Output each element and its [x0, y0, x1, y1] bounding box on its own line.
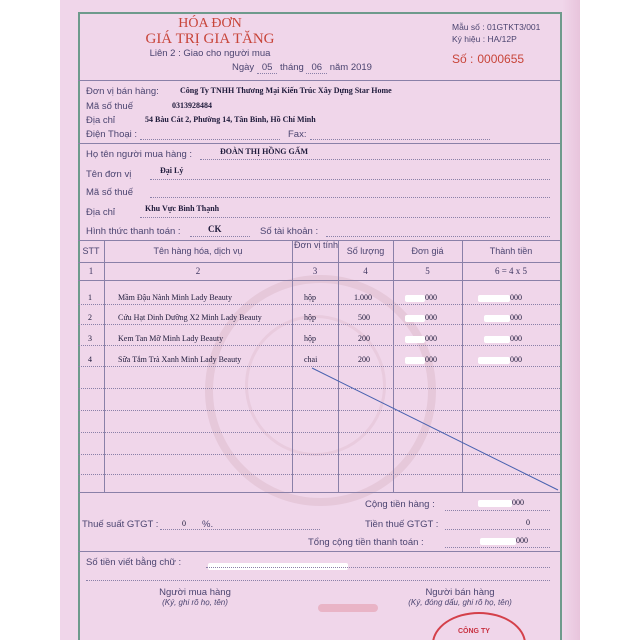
seller-phone-label: Điện Thoại : — [86, 129, 138, 140]
col-number: 4 — [363, 266, 368, 276]
row-stt: 2 — [88, 313, 92, 322]
row-unit: chai — [304, 355, 318, 364]
invoice-date: Ngày 05 tháng 06 năm 2019 — [232, 62, 372, 73]
vat-rate-value: 0 — [182, 519, 186, 528]
row-unit: hộp — [304, 313, 316, 322]
invoice-sheet — [60, 0, 580, 640]
buyer-payment-value: CK — [208, 224, 222, 234]
col-number: 1 — [88, 266, 94, 276]
col-number: 5 — [425, 266, 430, 276]
col-header-name: Tên hàng hóa, dịch vụ — [153, 246, 243, 256]
buyer-unit-label: Tên đơn vị — [86, 169, 132, 180]
grand-total-label: Tổng cộng tiền thanh toán : — [308, 537, 424, 548]
row-price: 000 — [405, 334, 437, 343]
copy-label: Liên 2 : Giao cho người mua — [149, 48, 271, 59]
row-price: 000 — [405, 355, 437, 364]
company-stamp: CÔNG TY — [432, 612, 526, 640]
row-amount: 000 — [478, 293, 522, 302]
seller-unit-label: Đơn vị bán hàng: — [86, 86, 159, 97]
row-qty: 200 — [358, 334, 370, 343]
col-number: 6 = 4 x 5 — [494, 266, 528, 276]
row-stt: 3 — [88, 334, 92, 343]
col-header-qty: Số lượng — [346, 246, 385, 256]
seller-signature-note: (Ký, đóng dấu, ghi rõ họ, tên) — [408, 598, 512, 607]
col-header-unit: Đơn vị tính — [294, 240, 338, 250]
row-name: Cứu Hạt Dinh Dưỡng X2 Minh Lady Beauty — [118, 313, 262, 322]
col-number: 3 — [312, 266, 318, 276]
row-qty: 500 — [358, 313, 370, 322]
row-stt: 4 — [88, 355, 92, 364]
buyer-account-label: Số tài khoản : — [260, 226, 319, 237]
seller-tax-label: Mã số thuế — [86, 101, 133, 112]
row-qty: 200 — [358, 355, 370, 364]
grand-total-value: 000 — [480, 536, 528, 545]
seller-unit-value: Công Ty TNHH Thương Mại Kiến Trúc Xây Dựng Star Home — [180, 86, 392, 95]
buyer-unit-value: Đại Lý — [160, 166, 184, 175]
row-stt: 1 — [88, 293, 92, 302]
subtotal-label: Cộng tiền hàng : — [365, 499, 435, 510]
invoice-number: Số : 0000655 — [452, 52, 525, 66]
row-name: Kem Tan Mỡ Minh Lady Beauty — [118, 334, 224, 343]
row-name: Mầm Đậu Nành Minh Lady Beauty — [118, 293, 232, 302]
buyer-payment-label: Hình thức thanh toán : — [86, 226, 181, 237]
col-header-stt: STT — [82, 246, 100, 256]
vat-rate-label: Thuế suất GTGT : — [82, 519, 159, 530]
row-amount: 000 — [484, 313, 522, 322]
row-name: Sữa Tắm Trà Xanh Minh Lady Beauty — [118, 355, 242, 364]
seller-tax-value: 0313928484 — [172, 101, 212, 110]
seller-fax-label: Fax: — [288, 129, 307, 140]
row-price: 000 — [405, 313, 437, 322]
row-amount: 000 — [484, 334, 522, 343]
seller-address-label: Địa chỉ — [86, 115, 116, 126]
amount-in-words-label: Số tiền viết bằng chữ : — [86, 557, 182, 568]
row-qty: 1.000 — [354, 293, 372, 302]
col-header-price: Đơn giá — [411, 246, 444, 256]
invoice-subtitle: GIÁ TRỊ GIA TĂNG — [145, 31, 275, 47]
col-number: 2 — [195, 266, 201, 276]
invoice-title: HÓA ĐƠN — [178, 16, 242, 31]
buyer-name-value: ĐOÀN THỊ HỒNG GẤM — [220, 147, 309, 156]
buyer-signature-title: Người mua hàng — [159, 587, 231, 598]
seller-address-value: 54 Bàu Cát 2, Phường 14, Tân Bình, Hồ Chí Minh — [145, 115, 316, 124]
vat-amount-value: 0 — [526, 518, 530, 527]
row-amount: 000 — [478, 355, 522, 364]
buyer-tax-label: Mã số thuế — [86, 187, 133, 198]
buyer-address-label: Địa chỉ — [86, 207, 116, 218]
buyer-address-value: Khu Vực Bình Thạnh — [145, 204, 220, 213]
row-price: 000 — [405, 293, 437, 302]
form-number: Mẫu số : 01GTKT3/001 — [452, 22, 541, 32]
subtotal-value: 000 — [478, 498, 524, 507]
buyer-signature-note: (Ký, ghi rõ họ, tên) — [162, 598, 228, 607]
vat-amount-label: Tiền thuế GTGT : — [365, 519, 439, 530]
row-unit: hộp — [304, 293, 316, 302]
seller-signature-title: Người bán hàng — [425, 587, 495, 598]
buyer-name-label: Họ tên người mua hàng : — [86, 149, 193, 160]
col-header-amount: Thành tiền — [489, 246, 533, 256]
vat-rate-unit: %. — [202, 519, 214, 530]
row-unit: hộp — [304, 334, 316, 343]
invoice-symbol: Ký hiệu : HA/12P — [452, 34, 517, 44]
stamp-smudge — [318, 604, 378, 612]
